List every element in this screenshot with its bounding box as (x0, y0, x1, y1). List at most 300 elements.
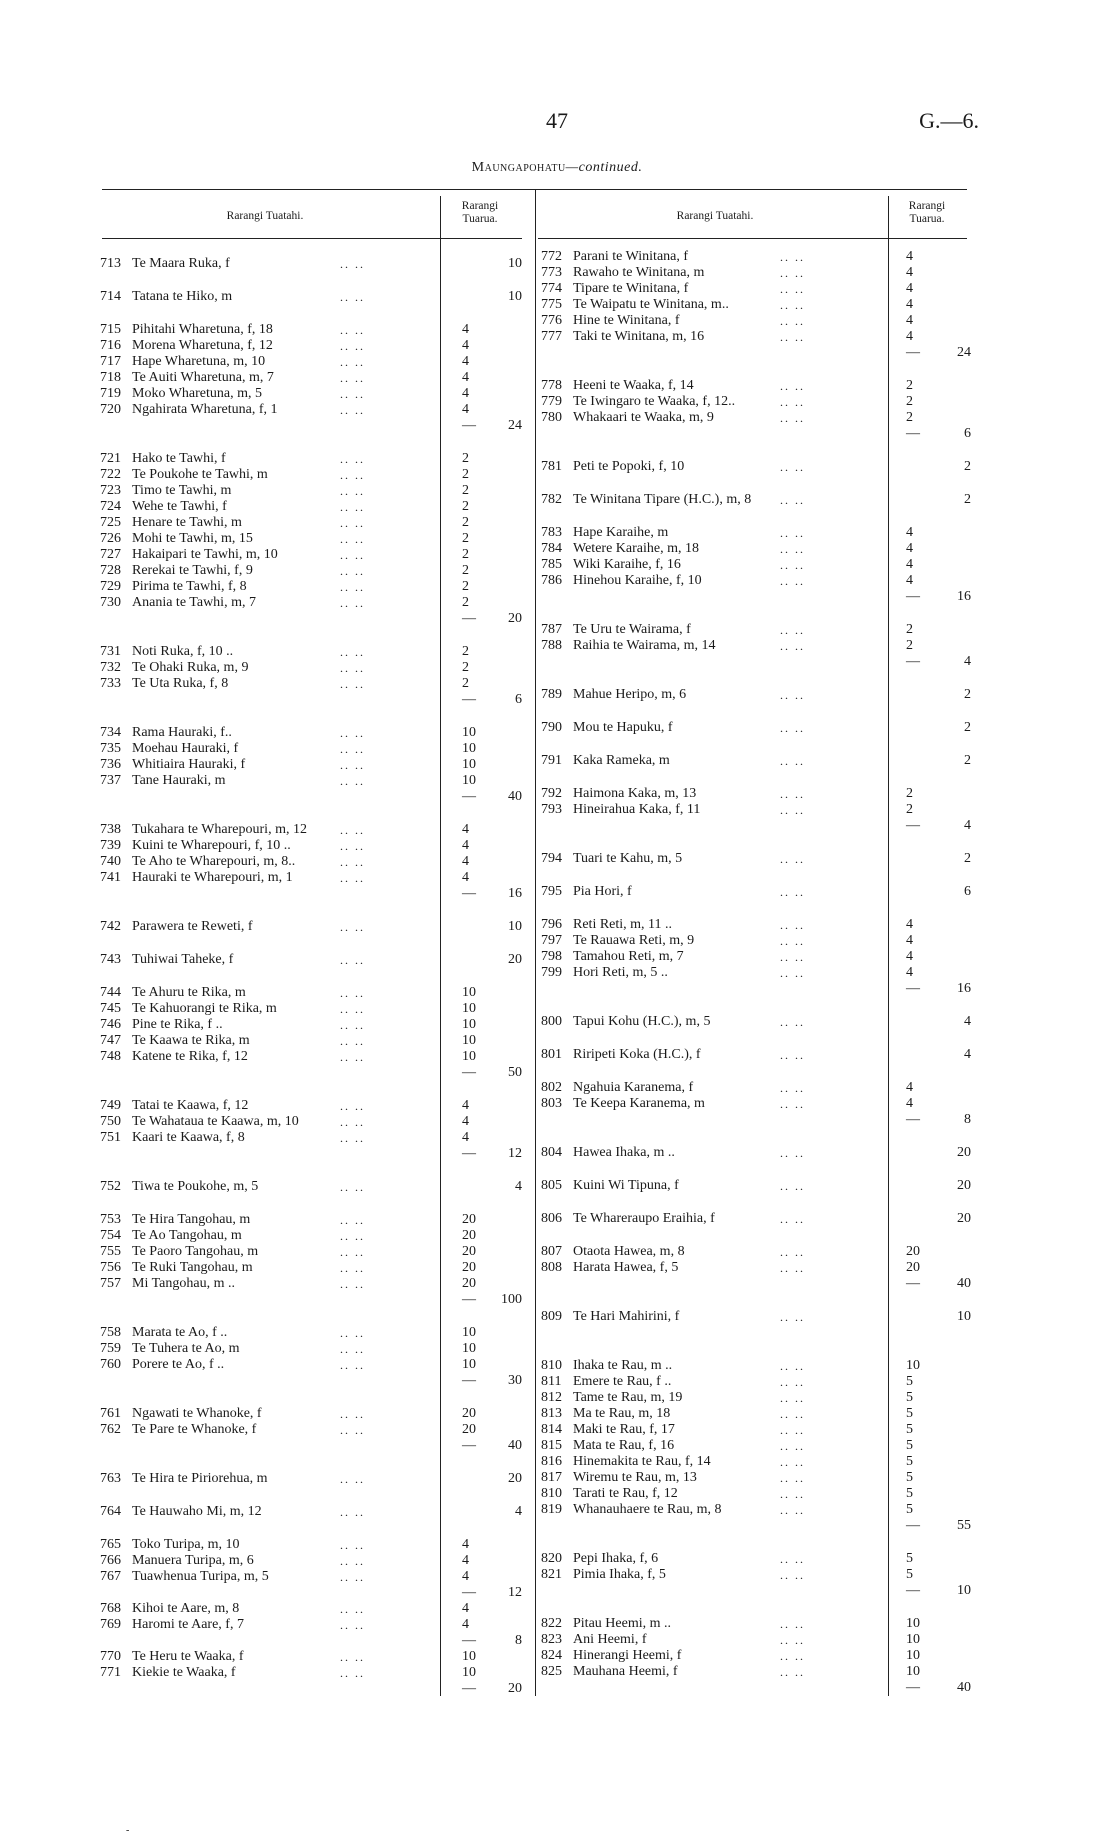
entry-number: 821 (541, 1567, 562, 1582)
subtotal-value: 24 (957, 345, 971, 360)
entry-name: Marata te Ao, f .. (132, 1325, 228, 1340)
leader-dots: .. .. (780, 950, 805, 964)
entry-number: 729 (100, 579, 121, 594)
leader-dots: .. .. (780, 298, 805, 312)
share-value: 2 (906, 378, 913, 393)
entry-number: 768 (100, 1601, 121, 1616)
entry-name: Te Uta Ruka, f, 8 (132, 676, 229, 691)
entry-name: Tukahara te Wharepouri, m, 12 (132, 822, 307, 837)
share-value: 2 (906, 638, 913, 653)
share-value: 20 (462, 1406, 476, 1421)
subtotal-value: 10 (957, 1583, 971, 1598)
left-register-row (0, 1130, 1114, 1146)
share-value: 10 (462, 1001, 476, 1016)
right-register-row (0, 949, 1114, 965)
share-value: 5 (906, 1551, 913, 1566)
leader-dots: .. .. (780, 542, 805, 556)
leader-dots: .. .. (340, 1326, 365, 1340)
leader-dots: .. .. (340, 1618, 365, 1632)
leader-dots: .. .. (340, 920, 365, 934)
subtotal-rule: — (462, 1373, 476, 1388)
entry-name: Te Hauwaho Mi, m, 12 (132, 1504, 262, 1519)
entry-name: Hine te Winitana, f (573, 313, 680, 328)
right-register-row (0, 622, 1114, 638)
leader-dots: .. .. (340, 1180, 365, 1194)
share-value: 4 (462, 354, 469, 369)
subtotal-rule: — (462, 1438, 476, 1453)
subtotal-value: 6 (964, 426, 971, 441)
subtotal-rule: — (462, 1681, 476, 1696)
entry-name: Tamahou Reti, m, 7 (573, 949, 684, 964)
right-register-row (0, 1583, 1114, 1599)
share-value: 4 (906, 949, 913, 964)
entry-name: Mauhana Heemi, f (573, 1664, 678, 1679)
entry-number: 800 (541, 1014, 562, 1029)
entry-name: Pimia Ihaka, f, 5 (573, 1567, 666, 1582)
share-value: 2 (462, 531, 469, 546)
right-register-row (0, 802, 1114, 818)
entry-number: 757 (100, 1276, 121, 1291)
right-register-row (0, 1567, 1114, 1583)
leader-dots: .. .. (340, 1229, 365, 1243)
entry-number: 726 (100, 531, 121, 546)
entry-number: 804 (541, 1145, 562, 1160)
share-value: 4 (462, 1601, 469, 1616)
entry-number: 823 (541, 1632, 562, 1647)
entry-name: Wiki Karaihe, f, 16 (573, 557, 681, 572)
left-register-row (0, 1601, 1114, 1617)
entry-name: Maki te Rau, f, 17 (573, 1422, 675, 1437)
share-value: 10 (462, 1017, 476, 1032)
share-value: 4 (462, 1553, 469, 1568)
entry-name: Te Tuhera te Ao, m (132, 1341, 240, 1356)
right-register-row (0, 1664, 1114, 1680)
share-value: 5 (906, 1438, 913, 1453)
entry-name: Te Heru te Waaka, f (132, 1649, 244, 1664)
right-register-row (0, 1502, 1114, 1518)
share-value: 4 (906, 917, 913, 932)
right-register-row (0, 1145, 1114, 1161)
share-value: 2 (462, 499, 469, 514)
entry-number: 756 (100, 1260, 121, 1275)
share-value: 20 (906, 1260, 920, 1275)
right-register-row (0, 687, 1114, 703)
entry-name: Whakaari te Waaka, m, 9 (573, 410, 714, 425)
entry-name: Ihaka te Rau, m .. (573, 1358, 673, 1373)
right-register-row (0, 378, 1114, 394)
entry-name: Tapui Kohu (H.C.), m, 5 (573, 1014, 711, 1029)
entry-number: 786 (541, 573, 562, 588)
leader-dots: .. .. (340, 580, 365, 594)
entry-name: Noti Ruka, f, 10 .. (132, 644, 234, 659)
entry-name: Pirima te Tawhi, f, 8 (132, 579, 247, 594)
subtotal-value: 4 (964, 654, 971, 669)
entry-name: Henare te Tawhi, m (132, 515, 242, 530)
right-register-row (0, 573, 1114, 589)
subtotal-value: 50 (508, 1065, 522, 1080)
subtotal-rule: — (906, 1680, 920, 1695)
subtotal-rule: — (906, 1518, 920, 1533)
right-register-row (0, 884, 1114, 900)
leader-dots: .. .. (780, 526, 805, 540)
leader-dots: .. .. (780, 1487, 805, 1501)
entry-number: 737 (100, 773, 121, 788)
share-value: 5 (906, 1374, 913, 1389)
entry-number: 783 (541, 525, 562, 540)
right-register-row (0, 426, 1114, 442)
subtotal-value: 8 (515, 1633, 522, 1648)
right-register-row (0, 589, 1114, 605)
entry-name: Wetere Karaihe, m, 18 (573, 541, 699, 556)
entry-name: Te Iwingaro te Waaka, f, 12.. (573, 394, 736, 409)
entry-name: Whanauhaere te Rau, m, 8 (573, 1502, 722, 1517)
entry-name: Te Maara Ruka, f (132, 256, 230, 271)
entry-number: 799 (541, 965, 562, 980)
leader-dots: .. .. (340, 1245, 365, 1259)
leader-dots: .. .. (340, 1538, 365, 1552)
entry-name: Hinemakita te Rau, f, 14 (573, 1454, 711, 1469)
header-right-share-line1: Rarangi (908, 200, 946, 212)
entry-number: 766 (100, 1553, 121, 1568)
header-bottom-rule-right (538, 238, 967, 239)
leader-dots: .. .. (780, 1261, 805, 1275)
leader-dots: .. .. (340, 774, 365, 788)
leader-dots: .. .. (340, 855, 365, 869)
right-register-row (0, 933, 1114, 949)
entry-number: 824 (541, 1648, 562, 1663)
leader-dots: .. .. (780, 754, 805, 768)
subtotal-value: 16 (957, 589, 971, 604)
entry-number: 744 (100, 985, 121, 1000)
entry-name: Tuhiwai Taheke, f (132, 952, 234, 967)
subtotal-value: 40 (957, 1276, 971, 1291)
share-value: 10 (906, 1648, 920, 1663)
leader-dots: .. .. (780, 1423, 805, 1437)
leader-dots: .. .. (780, 1179, 805, 1193)
entry-number: 750 (100, 1114, 121, 1129)
entry-number: 716 (100, 338, 121, 353)
leader-dots: .. .. (340, 726, 365, 740)
right-register-row (0, 1470, 1114, 1486)
entry-number: 772 (541, 249, 562, 264)
share-value: 2 (906, 394, 913, 409)
leader-dots: .. .. (780, 918, 805, 932)
share-value: 10 (462, 725, 476, 740)
leader-dots: .. .. (780, 1455, 805, 1469)
entry-name: Wiremu te Rau, m, 13 (573, 1470, 697, 1485)
entry-name: Tatana te Hiko, m (132, 289, 233, 304)
entry-name: Anania te Tawhi, m, 7 (132, 595, 256, 610)
share-value: 10 (462, 985, 476, 1000)
entry-name: Heeni te Waaka, f, 14 (573, 378, 694, 393)
leader-dots: .. .. (340, 677, 365, 691)
leader-dots: .. .. (780, 379, 805, 393)
right-register-row (0, 1244, 1114, 1260)
entry-number: 770 (100, 1649, 121, 1664)
right-register-row (0, 720, 1114, 736)
subtotal-value: 2 (964, 459, 971, 474)
subtotal-value: 2 (964, 753, 971, 768)
subtotal-value: 4 (964, 1047, 971, 1062)
entry-number: 792 (541, 786, 562, 801)
entry-number: 807 (541, 1244, 562, 1259)
right-register-row (0, 1406, 1114, 1422)
entry-number: 798 (541, 949, 562, 964)
entry-name: Pia Hori, f (573, 884, 632, 899)
share-value: 4 (906, 265, 913, 280)
subtotal-value: 10 (508, 289, 522, 304)
entry-number: 754 (100, 1228, 121, 1243)
left-register-row (0, 1228, 1114, 1244)
entry-name: Te Keepa Karanema, m (573, 1096, 705, 1111)
entry-name: Te Hari Mahirini, f (573, 1309, 680, 1324)
subtotal-rule: — (462, 1065, 476, 1080)
share-value: 10 (906, 1358, 920, 1373)
share-value: 4 (906, 557, 913, 572)
right-register-row (0, 1648, 1114, 1664)
entry-number: 822 (541, 1616, 562, 1631)
share-value: 4 (906, 249, 913, 264)
right-register-row (0, 541, 1114, 557)
right-register-row (0, 1014, 1114, 1030)
subtotal-rule: — (462, 692, 476, 707)
share-value: 10 (906, 1664, 920, 1679)
section-title (0, 160, 1114, 176)
leader-dots: .. .. (780, 934, 805, 948)
subtotal-value: 20 (957, 1211, 971, 1226)
right-register-row (0, 313, 1114, 329)
subtotal-value: 4 (515, 1179, 522, 1194)
leader-dots: .. .. (780, 721, 805, 735)
share-value: 10 (462, 1665, 476, 1680)
entry-number: 742 (100, 919, 121, 934)
entry-name: Rama Hauraki, f.. (132, 725, 232, 740)
subtotal-value: 6 (515, 692, 522, 707)
subtotal-rule: — (462, 1633, 476, 1648)
entry-name: Harata Hawea, f, 5 (573, 1260, 679, 1275)
leader-dots: .. .. (780, 574, 805, 588)
entry-name: Tarati te Rau, f, 12 (573, 1486, 678, 1501)
entry-name: Kaari te Kaawa, f, 8 (132, 1130, 245, 1145)
header-right-share-line2: Tuarua. (909, 213, 945, 225)
share-value: 4 (906, 525, 913, 540)
entry-number: 778 (541, 378, 562, 393)
right-register-row (0, 459, 1114, 475)
subtotal-value: 16 (957, 981, 971, 996)
share-value: 4 (906, 1096, 913, 1111)
right-register-row (0, 1358, 1114, 1374)
entry-name: Pepi Ihaka, f, 6 (573, 1551, 659, 1566)
subtotal-value: 40 (508, 789, 522, 804)
entry-name: Ani Heemi, f (573, 1632, 647, 1647)
entry-name: Rawaho te Winitana, m (573, 265, 705, 280)
entry-name: Pihitahi Wharetuna, f, 18 (132, 322, 273, 337)
entry-number: 736 (100, 757, 121, 772)
leader-dots: .. .. (780, 411, 805, 425)
entry-name: Te Kahuorangi te Rika, m (132, 1001, 277, 1016)
leader-dots: .. .. (340, 564, 365, 578)
entry-name: Mata te Rau, f, 16 (573, 1438, 675, 1453)
subtotal-value: 20 (508, 952, 522, 967)
right-register-row (0, 281, 1114, 297)
leader-dots: .. .. (340, 1261, 365, 1275)
leader-dots: .. .. (780, 1146, 805, 1160)
leader-dots: .. .. (780, 1375, 805, 1389)
entry-name: Hawea Ihaka, m .. (573, 1145, 675, 1160)
entry-number: 764 (100, 1504, 121, 1519)
share-value: 2 (462, 676, 469, 691)
right-register-row (0, 1309, 1114, 1325)
entry-name: Moko Wharetuna, m, 5 (132, 386, 262, 401)
leader-dots: .. .. (780, 688, 805, 702)
share-value: 2 (906, 622, 913, 637)
share-value: 2 (462, 579, 469, 594)
entry-name: Te Paoro Tangohau, m (132, 1244, 259, 1259)
right-register-row (0, 1080, 1114, 1096)
leader-dots: .. .. (340, 290, 365, 304)
entry-number: 719 (100, 386, 121, 401)
leader-dots: .. .. (340, 1472, 365, 1486)
share-value: 4 (462, 370, 469, 385)
share-value: 2 (906, 802, 913, 817)
entry-number: 765 (100, 1537, 121, 1552)
share-value: 4 (906, 933, 913, 948)
leader-dots: .. .. (780, 1503, 805, 1517)
leader-dots: .. .. (340, 742, 365, 756)
entry-number: 797 (541, 933, 562, 948)
entry-number: 802 (541, 1080, 562, 1095)
share-value: 10 (906, 1632, 920, 1647)
document-reference: G.—6. (919, 108, 979, 133)
share-value: 5 (906, 1422, 913, 1437)
share-value: 4 (906, 329, 913, 344)
entry-number: 776 (541, 313, 562, 328)
entry-number: 795 (541, 884, 562, 899)
subtotal-rule: — (462, 611, 476, 626)
entry-name: Tatai te Kaawa, f, 12 (132, 1098, 249, 1113)
entry-number: 784 (541, 541, 562, 556)
header-left-name: Rarangi Tuatahi. (226, 210, 304, 222)
leader-dots: .. .. (340, 1050, 365, 1064)
share-value: 4 (462, 838, 469, 853)
entry-number: 761 (100, 1406, 121, 1421)
share-value: 4 (462, 1569, 469, 1584)
entry-name: Tuawhenua Turipa, m, 5 (132, 1569, 269, 1584)
share-value: 10 (462, 757, 476, 772)
subtotal-rule: — (906, 426, 920, 441)
subtotal-value: 40 (508, 1438, 522, 1453)
right-register-row (0, 1390, 1114, 1406)
share-value: 4 (462, 1098, 469, 1113)
leader-dots: .. .. (780, 250, 805, 264)
leader-dots: .. .. (340, 1554, 365, 1568)
entry-number: 788 (541, 638, 562, 653)
leader-dots: .. .. (340, 339, 365, 353)
leader-dots: .. .. (780, 1310, 805, 1324)
left-register-row (0, 1325, 1114, 1341)
share-value: 5 (906, 1470, 913, 1485)
entry-number: 755 (100, 1244, 121, 1259)
leader-dots: .. .. (340, 403, 365, 417)
share-value: 2 (462, 547, 469, 562)
entry-name: Moehau Hauraki, f (132, 741, 239, 756)
entry-number: 734 (100, 725, 121, 740)
entry-name: Peti te Popoki, f, 10 (573, 459, 685, 474)
entry-name: Mou te Hapuku, f (573, 720, 673, 735)
right-register-row (0, 557, 1114, 573)
entry-name: Hinehou Karaihe, f, 10 (573, 573, 702, 588)
right-register-row (0, 1454, 1114, 1470)
entry-number: 816 (541, 1454, 562, 1469)
share-value: 10 (462, 1049, 476, 1064)
entry-name: Ngahirata Wharetuna, f, 1 (132, 402, 278, 417)
leader-dots: .. .. (340, 532, 365, 546)
entry-number: 813 (541, 1406, 562, 1421)
share-value: 2 (462, 515, 469, 530)
leader-dots: .. .. (340, 986, 365, 1000)
leader-dots: .. .. (340, 871, 365, 885)
left-register-row (0, 1341, 1114, 1357)
subtotal-value: 10 (508, 256, 522, 271)
leader-dots: .. .. (340, 1358, 365, 1372)
page-number: 47 (546, 108, 568, 133)
right-register-row (0, 329, 1114, 345)
entry-number: 713 (100, 256, 121, 271)
entry-name: Rerekai te Tawhi, f, 9 (132, 563, 253, 578)
entry-name: Te Pare te Whanoke, f (132, 1422, 257, 1437)
subtotal-value: 40 (957, 1680, 971, 1695)
leader-dots: .. .. (340, 661, 365, 675)
entry-name: Riripeti Koka (H.C.), f (573, 1047, 701, 1062)
entry-number: 730 (100, 595, 121, 610)
entry-number: 809 (541, 1309, 562, 1324)
right-register-row (0, 1551, 1114, 1567)
entry-name: Kaka Rameka, m (573, 753, 670, 768)
entry-name: Hape Wharetuna, m, 10 (132, 354, 266, 369)
leader-dots: .. .. (340, 484, 365, 498)
subtotal-value: 20 (508, 611, 522, 626)
right-register-row (0, 1178, 1114, 1194)
entry-name: Ngawati te Whanoke, f (132, 1406, 262, 1421)
leader-dots: .. .. (780, 493, 805, 507)
entry-number: 767 (100, 1569, 121, 1584)
share-value: 20 (462, 1422, 476, 1437)
entry-name: Tiwa te Poukohe, m, 5 (132, 1179, 259, 1194)
entry-number: 753 (100, 1212, 121, 1227)
share-value: 20 (906, 1244, 920, 1259)
entry-name: Parawera te Reweti, f (132, 919, 253, 934)
right-register-row (0, 981, 1114, 997)
subtotal-value: 2 (964, 687, 971, 702)
entry-name: Te Whareraupo Eraihia, f (573, 1211, 715, 1226)
right-register-row (0, 1374, 1114, 1390)
subtotal-value: 10 (508, 919, 522, 934)
leader-dots: .. .. (780, 266, 805, 280)
entry-number: 739 (100, 838, 121, 853)
subtotal-value: 20 (957, 1145, 971, 1160)
entry-name: Kihoi te Aare, m, 8 (132, 1601, 240, 1616)
entry-name: Tuari te Kahu, m, 5 (573, 851, 683, 866)
entry-name: Te Aho te Wharepouri, m, 8.. (132, 854, 296, 869)
subtotal-rule: — (906, 589, 920, 604)
entry-number: 820 (541, 1551, 562, 1566)
right-register-row (0, 818, 1114, 834)
entry-number: 751 (100, 1130, 121, 1145)
share-value: 2 (462, 451, 469, 466)
share-value: 4 (462, 870, 469, 885)
leader-dots: .. .. (780, 1633, 805, 1647)
leader-dots: .. .. (340, 596, 365, 610)
